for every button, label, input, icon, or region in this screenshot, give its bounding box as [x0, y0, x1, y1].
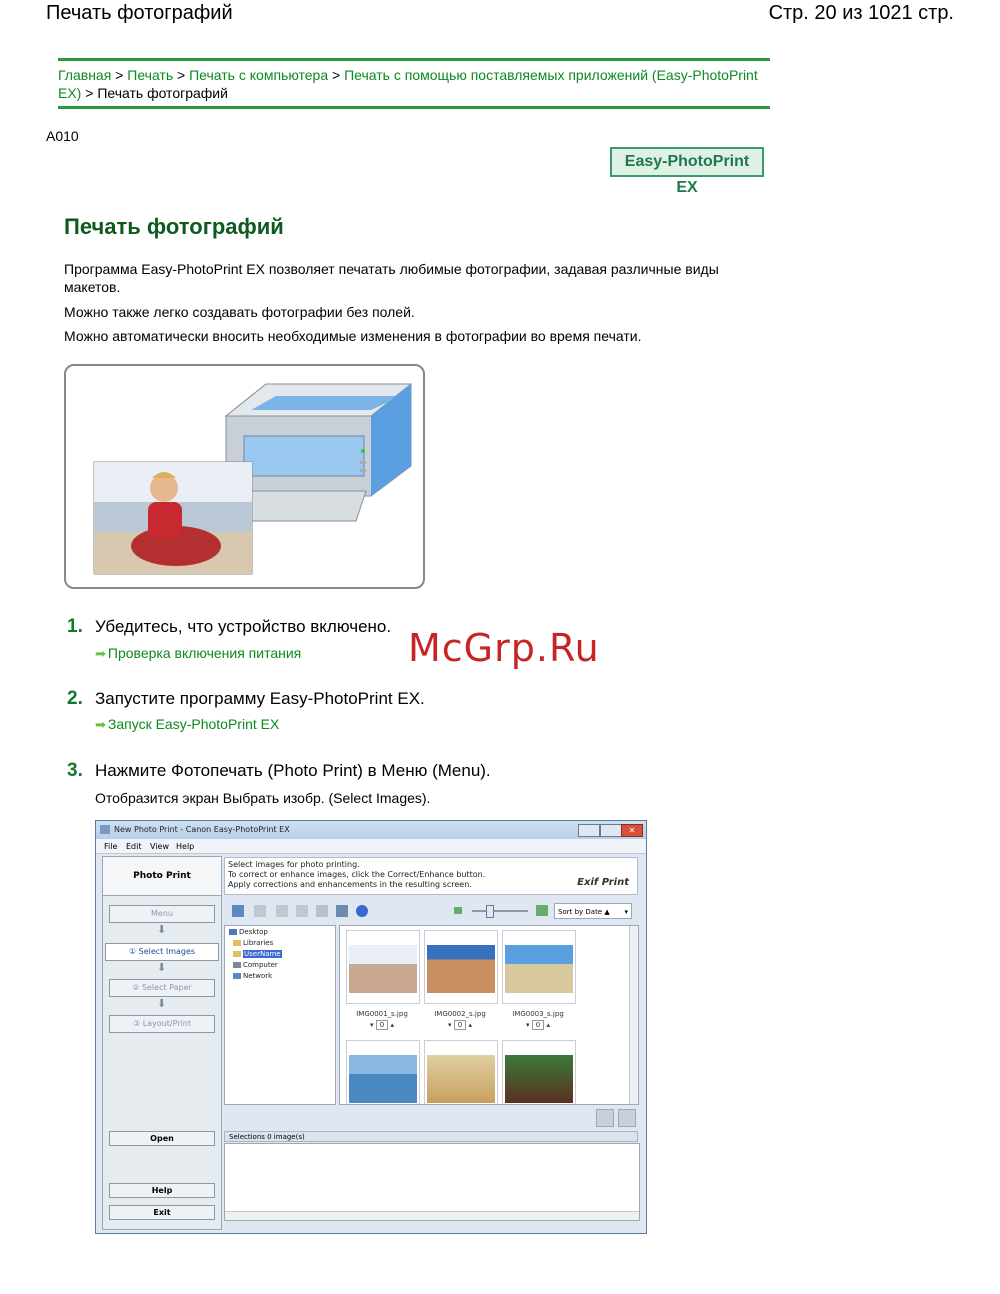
- app-icon: [100, 825, 110, 834]
- help-button[interactable]: Help: [109, 1183, 215, 1198]
- list-view-icon[interactable]: [254, 905, 266, 917]
- menu-help[interactable]: Help: [176, 842, 195, 851]
- toolbar: [224, 901, 638, 923]
- breadcrumb-separator: >: [81, 85, 98, 101]
- photo-preview: [505, 945, 573, 993]
- photo-preview: [349, 1055, 417, 1103]
- step-text: Нажмите Фотопечать (Photo Print) в Меню (Menu).: [95, 761, 491, 780]
- instruction-line: To correct or enhance images, click the Correct/Enhance button.: [228, 870, 486, 879]
- menu-edit[interactable]: Edit: [126, 842, 142, 851]
- sort-select[interactable]: Sort by Date ▲ ▾: [554, 903, 632, 919]
- menu-button[interactable]: Menu: [109, 905, 215, 923]
- top-divider: [58, 58, 770, 61]
- grid-view-icon[interactable]: [232, 905, 244, 917]
- breadcrumb-print-from-computer[interactable]: Печать с компьютера: [189, 67, 329, 83]
- intro-paragraph: Программа Easy-PhotoPrint EX позволяет печатать любимые фотографии, задавая различные виды макетов.: [64, 261, 719, 295]
- tree-item-label: Network: [243, 972, 273, 980]
- menu-bar: [96, 839, 646, 854]
- instruction-line: Apply corrections and enhancements in the resulting screen.: [228, 880, 472, 889]
- arrow-right-icon: ➡: [95, 717, 106, 732]
- copies-value: 0: [454, 1020, 466, 1030]
- step-note: Отобразится экран Выбрать изобр. (Select Images).: [95, 790, 431, 806]
- thumbnail-filename: IMG0002_s.jpg: [434, 1010, 486, 1018]
- correct-icon[interactable]: [296, 905, 308, 917]
- horizontal-scrollbar[interactable]: [225, 1211, 639, 1220]
- folder-tree: [224, 925, 336, 1105]
- globe-icon[interactable]: [356, 905, 368, 917]
- product-badge: Easy-PhotoPrint EX: [610, 147, 764, 177]
- rotate-icon[interactable]: [276, 905, 288, 917]
- maximize-icon[interactable]: [600, 824, 622, 837]
- open-button[interactable]: Open: [109, 1131, 215, 1146]
- doc-code: A010: [46, 128, 79, 144]
- step-link-label[interactable]: Проверка включения питания: [107, 645, 302, 661]
- bottom-divider: [58, 106, 770, 109]
- sort-select-value: Sort by Date: [558, 908, 603, 916]
- tree-item[interactable]: [229, 928, 268, 936]
- image-thumbnail[interactable]: [502, 930, 576, 1004]
- chevron-down-icon: ▾: [624, 908, 628, 916]
- breadcrumb-separator: >: [173, 67, 190, 83]
- tree-item[interactable]: [233, 961, 278, 969]
- image-thumbnail[interactable]: [424, 1040, 498, 1105]
- small-thumb-icon: [454, 907, 462, 914]
- add-image-icon[interactable]: [596, 1109, 614, 1127]
- instructions-panel: [224, 857, 638, 895]
- watermark: McGrp.Ru: [408, 626, 600, 670]
- tree-item-label: UserName: [244, 950, 281, 958]
- copies-stepper[interactable]: ▾ 0 ▴: [448, 1021, 472, 1029]
- desktop-icon: [229, 929, 237, 935]
- arrow-right-icon: ➡: [95, 646, 106, 661]
- tree-item[interactable]: [233, 950, 282, 958]
- window-title: New Photo Print - Canon Easy-PhotoPrint EX: [114, 825, 290, 834]
- breadcrumb-apps[interactable]: Печать с помощью поставляемых приложений (Easy-PhotoPrint EX): [58, 67, 758, 101]
- image-thumbnail[interactable]: [502, 1040, 576, 1105]
- zoom-slider-thumb[interactable]: [486, 905, 494, 918]
- zoom-slider[interactable]: [472, 910, 528, 912]
- thumbnail-area: [339, 925, 639, 1105]
- arrow-down-icon: ⬇: [157, 923, 167, 936]
- copies-stepper[interactable]: ▾ 0 ▴: [526, 1021, 550, 1029]
- breadcrumb-separator: >: [328, 67, 345, 83]
- step-text: Убедитесь, что устройство включено.: [95, 617, 392, 636]
- tree-item-label: Computer: [243, 961, 278, 969]
- image-thumbnail[interactable]: [346, 930, 420, 1004]
- photo-preview: [427, 1055, 495, 1103]
- scanner-icon[interactable]: [316, 905, 328, 917]
- printer-photo-image: [66, 366, 423, 587]
- page-counter: Стр. 20 из 1021 стр.: [768, 2, 954, 24]
- network-icon: [233, 973, 241, 979]
- image-thumbnail[interactable]: [346, 1040, 420, 1105]
- camera-icon[interactable]: [336, 905, 348, 917]
- photo-preview: [505, 1055, 573, 1103]
- selections-bar: Selections 0 image(s): [224, 1131, 638, 1142]
- printer-illustration: [64, 364, 425, 589]
- intro-paragraph: Можно автоматически вносить необходимые изменения в фотографии во время печати.: [64, 328, 642, 344]
- layout-print-button[interactable]: ③ Layout/Print: [109, 1015, 215, 1033]
- step-number: 1.: [67, 616, 83, 637]
- computer-icon: [233, 962, 241, 968]
- breadcrumb: [58, 66, 758, 102]
- step-link-label[interactable]: Запуск Easy-PhotoPrint EX: [107, 716, 280, 732]
- mode-title: Photo Print: [103, 857, 221, 896]
- tree-item-label: Desktop: [239, 928, 268, 936]
- breadcrumb-print[interactable]: Печать: [127, 67, 174, 83]
- image-thumbnail[interactable]: [424, 930, 498, 1004]
- arrow-down-icon: ⬇: [157, 997, 167, 1010]
- menu-view[interactable]: View: [150, 842, 169, 851]
- step-number: 3.: [67, 760, 83, 781]
- photo-preview: [349, 945, 417, 993]
- copies-value: 0: [532, 1020, 544, 1030]
- app-screenshot: [95, 820, 647, 1234]
- page-header-title: Печать фотографий: [46, 2, 233, 24]
- remove-image-icon[interactable]: [618, 1109, 636, 1127]
- select-images-button[interactable]: ① Select Images: [105, 943, 219, 961]
- instruction-line: Select images for photo printing.: [228, 860, 360, 869]
- breadcrumb-separator: >: [111, 67, 128, 83]
- arrow-down-icon: ⬇: [157, 961, 167, 974]
- exif-print-logo: Exif Print: [577, 877, 629, 888]
- menu-file[interactable]: File: [104, 842, 118, 851]
- step-number: 2.: [67, 688, 83, 709]
- user-folder-icon: [233, 951, 241, 957]
- page-title: Печать фотографий: [64, 214, 284, 239]
- left-nav-pane: [102, 856, 222, 1230]
- large-thumb-icon: [536, 905, 548, 916]
- exit-button[interactable]: Exit: [109, 1205, 215, 1220]
- tree-item[interactable]: [233, 939, 273, 947]
- photo-preview: [427, 945, 495, 993]
- vertical-scrollbar[interactable]: [629, 926, 638, 1104]
- step-text: Запустите программу Easy-PhotoPrint EX.: [95, 689, 425, 708]
- tree-item[interactable]: [233, 972, 272, 980]
- close-icon[interactable]: ✕: [621, 824, 643, 837]
- minimize-icon[interactable]: [578, 824, 600, 837]
- copies-value: 0: [376, 1020, 388, 1030]
- selections-area: [224, 1143, 640, 1221]
- select-paper-button[interactable]: ② Select Paper: [109, 979, 215, 997]
- folder-icon: [233, 940, 241, 946]
- step-link[interactable]: [95, 716, 279, 733]
- thumbnail-filename: IMG0003_s.jpg: [512, 1010, 564, 1018]
- intro-paragraph: Можно также легко создавать фотографии без полей.: [64, 304, 415, 320]
- thumbnail-filename: IMG0001_s.jpg: [356, 1010, 408, 1018]
- tree-item-label: Libraries: [243, 939, 274, 947]
- step-link[interactable]: [95, 645, 301, 662]
- breadcrumb-home[interactable]: Главная: [58, 67, 112, 83]
- window-titlebar: [96, 821, 646, 839]
- breadcrumb-current: Печать фотографий: [97, 85, 228, 101]
- copies-stepper[interactable]: ▾ 0 ▴: [370, 1021, 394, 1029]
